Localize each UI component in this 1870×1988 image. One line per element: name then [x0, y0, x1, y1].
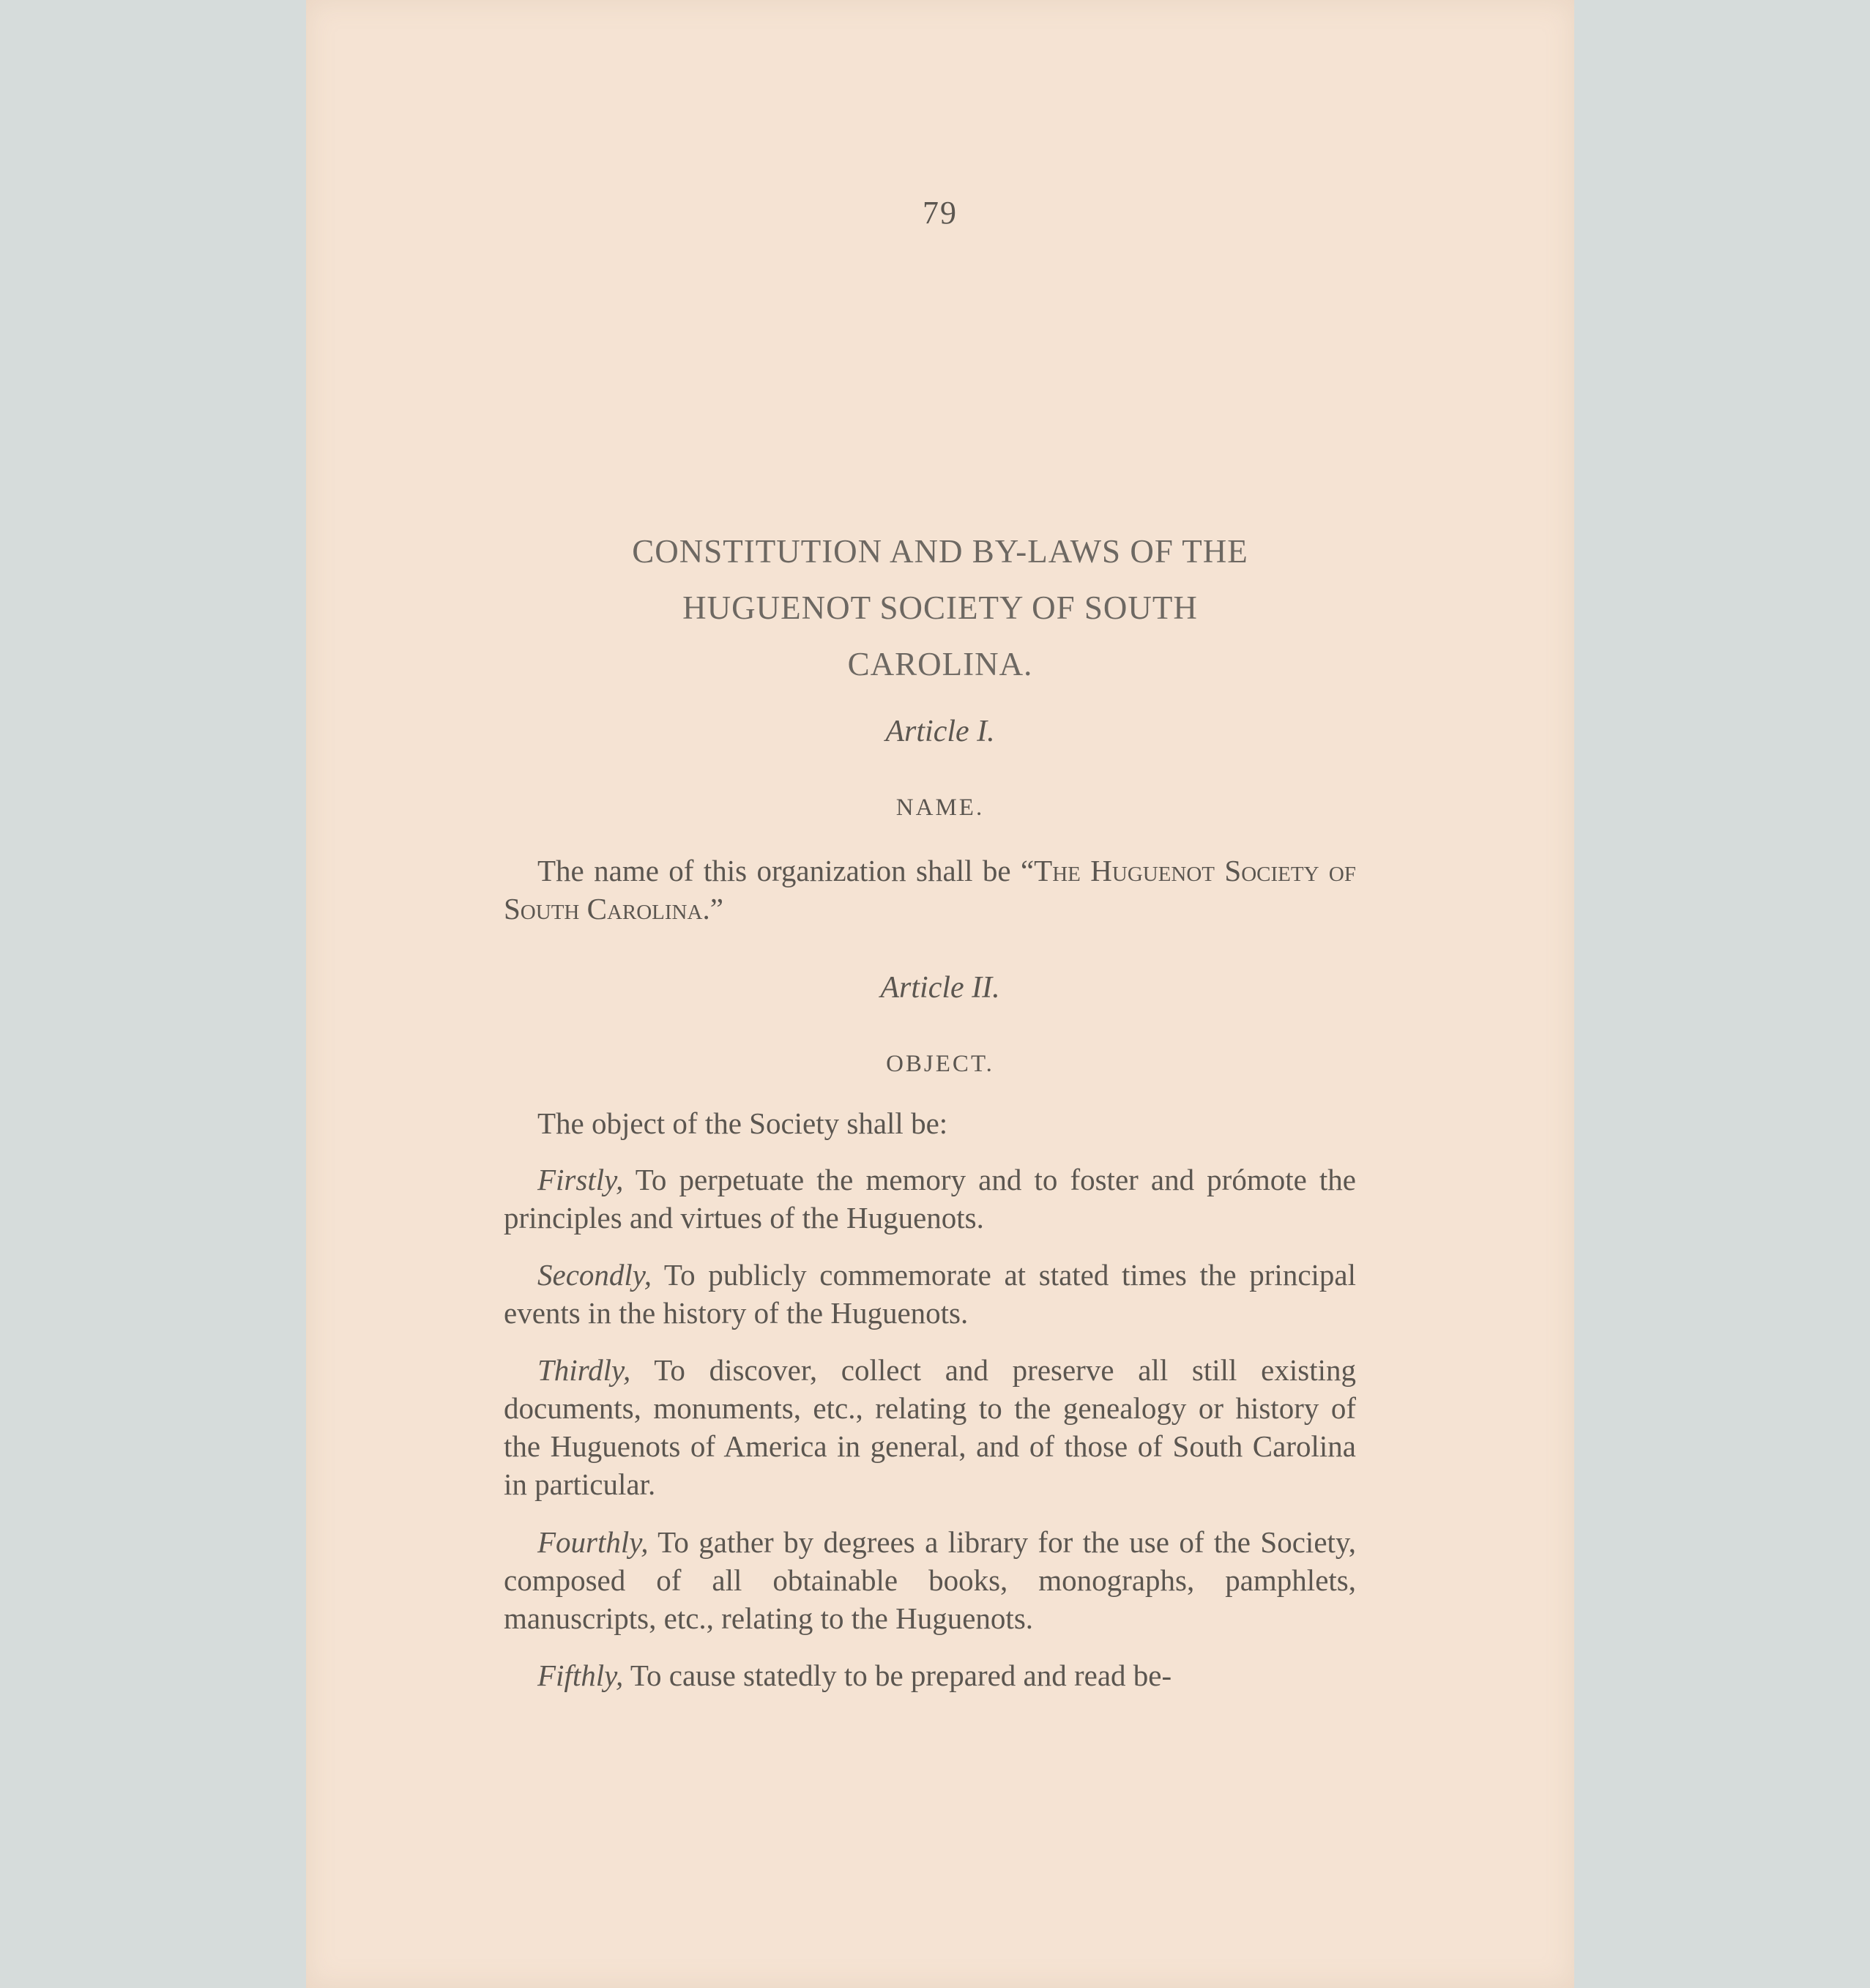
- item-lead: Fourthly,: [537, 1525, 649, 1559]
- title-line-2: HUGUENOT SOCIETY OF SOUTH: [682, 589, 1198, 626]
- article-1-heading: NAME.: [895, 794, 985, 821]
- article-1-text: [504, 852, 1356, 928]
- object-item-1: [504, 1161, 1356, 1237]
- object-item-4: [504, 1523, 1356, 1637]
- item-lead: Secondly,: [537, 1258, 652, 1292]
- item-text: To discover, collect and preserve all still existing documents, monuments, etc., relating to the genealogy or history of the Huguenots of America in general, and of those of South Carolina in particular.: [504, 1353, 1356, 1501]
- object-item-3: [504, 1351, 1356, 1503]
- title-line-1: CONSTITUTION AND BY-LAWS OF THE: [632, 533, 1248, 570]
- document-page: [306, 0, 1574, 1988]
- item-lead: Fifthly,: [537, 1658, 624, 1692]
- document-title: [306, 524, 1574, 693]
- title-line-3: CAROLINA.: [847, 646, 1033, 682]
- object-item-5: [504, 1656, 1356, 1694]
- article-2-intro: [504, 1104, 1356, 1142]
- item-text: To perpetuate the memory and to foster and prómote the principles and virtues of the Huguenots.: [504, 1163, 1356, 1235]
- name-text-suffix: .”: [702, 892, 723, 926]
- society-name: The Huguenot Society of South Carolina: [504, 854, 1356, 926]
- name-text-prefix: The name of this organization shall be “: [537, 854, 1035, 887]
- item-text: To cause statedly to be prepared and read be-: [630, 1658, 1172, 1692]
- item-text: To publicly commemorate at stated times the principal events in the history of the Huguenots.: [504, 1258, 1357, 1330]
- name-paragraph: [504, 852, 1356, 928]
- article-2-label: Article II.: [880, 971, 1000, 1005]
- article-2-heading: OBJECT.: [886, 1051, 994, 1077]
- item-lead: Thirdly,: [537, 1353, 631, 1387]
- article-1-label: Article I.: [885, 715, 995, 748]
- item-text: To gather by degrees a library for the use of the Society, composed of all obtainable books, monographs, pamphlets, manuscripts, etc., relating to the Huguenots.: [504, 1525, 1356, 1635]
- object-intro: The object of the Society shall be:: [537, 1106, 948, 1140]
- item-lead: Firstly,: [537, 1163, 624, 1196]
- object-item-2: [504, 1256, 1356, 1332]
- page-number: 79: [923, 195, 958, 231]
